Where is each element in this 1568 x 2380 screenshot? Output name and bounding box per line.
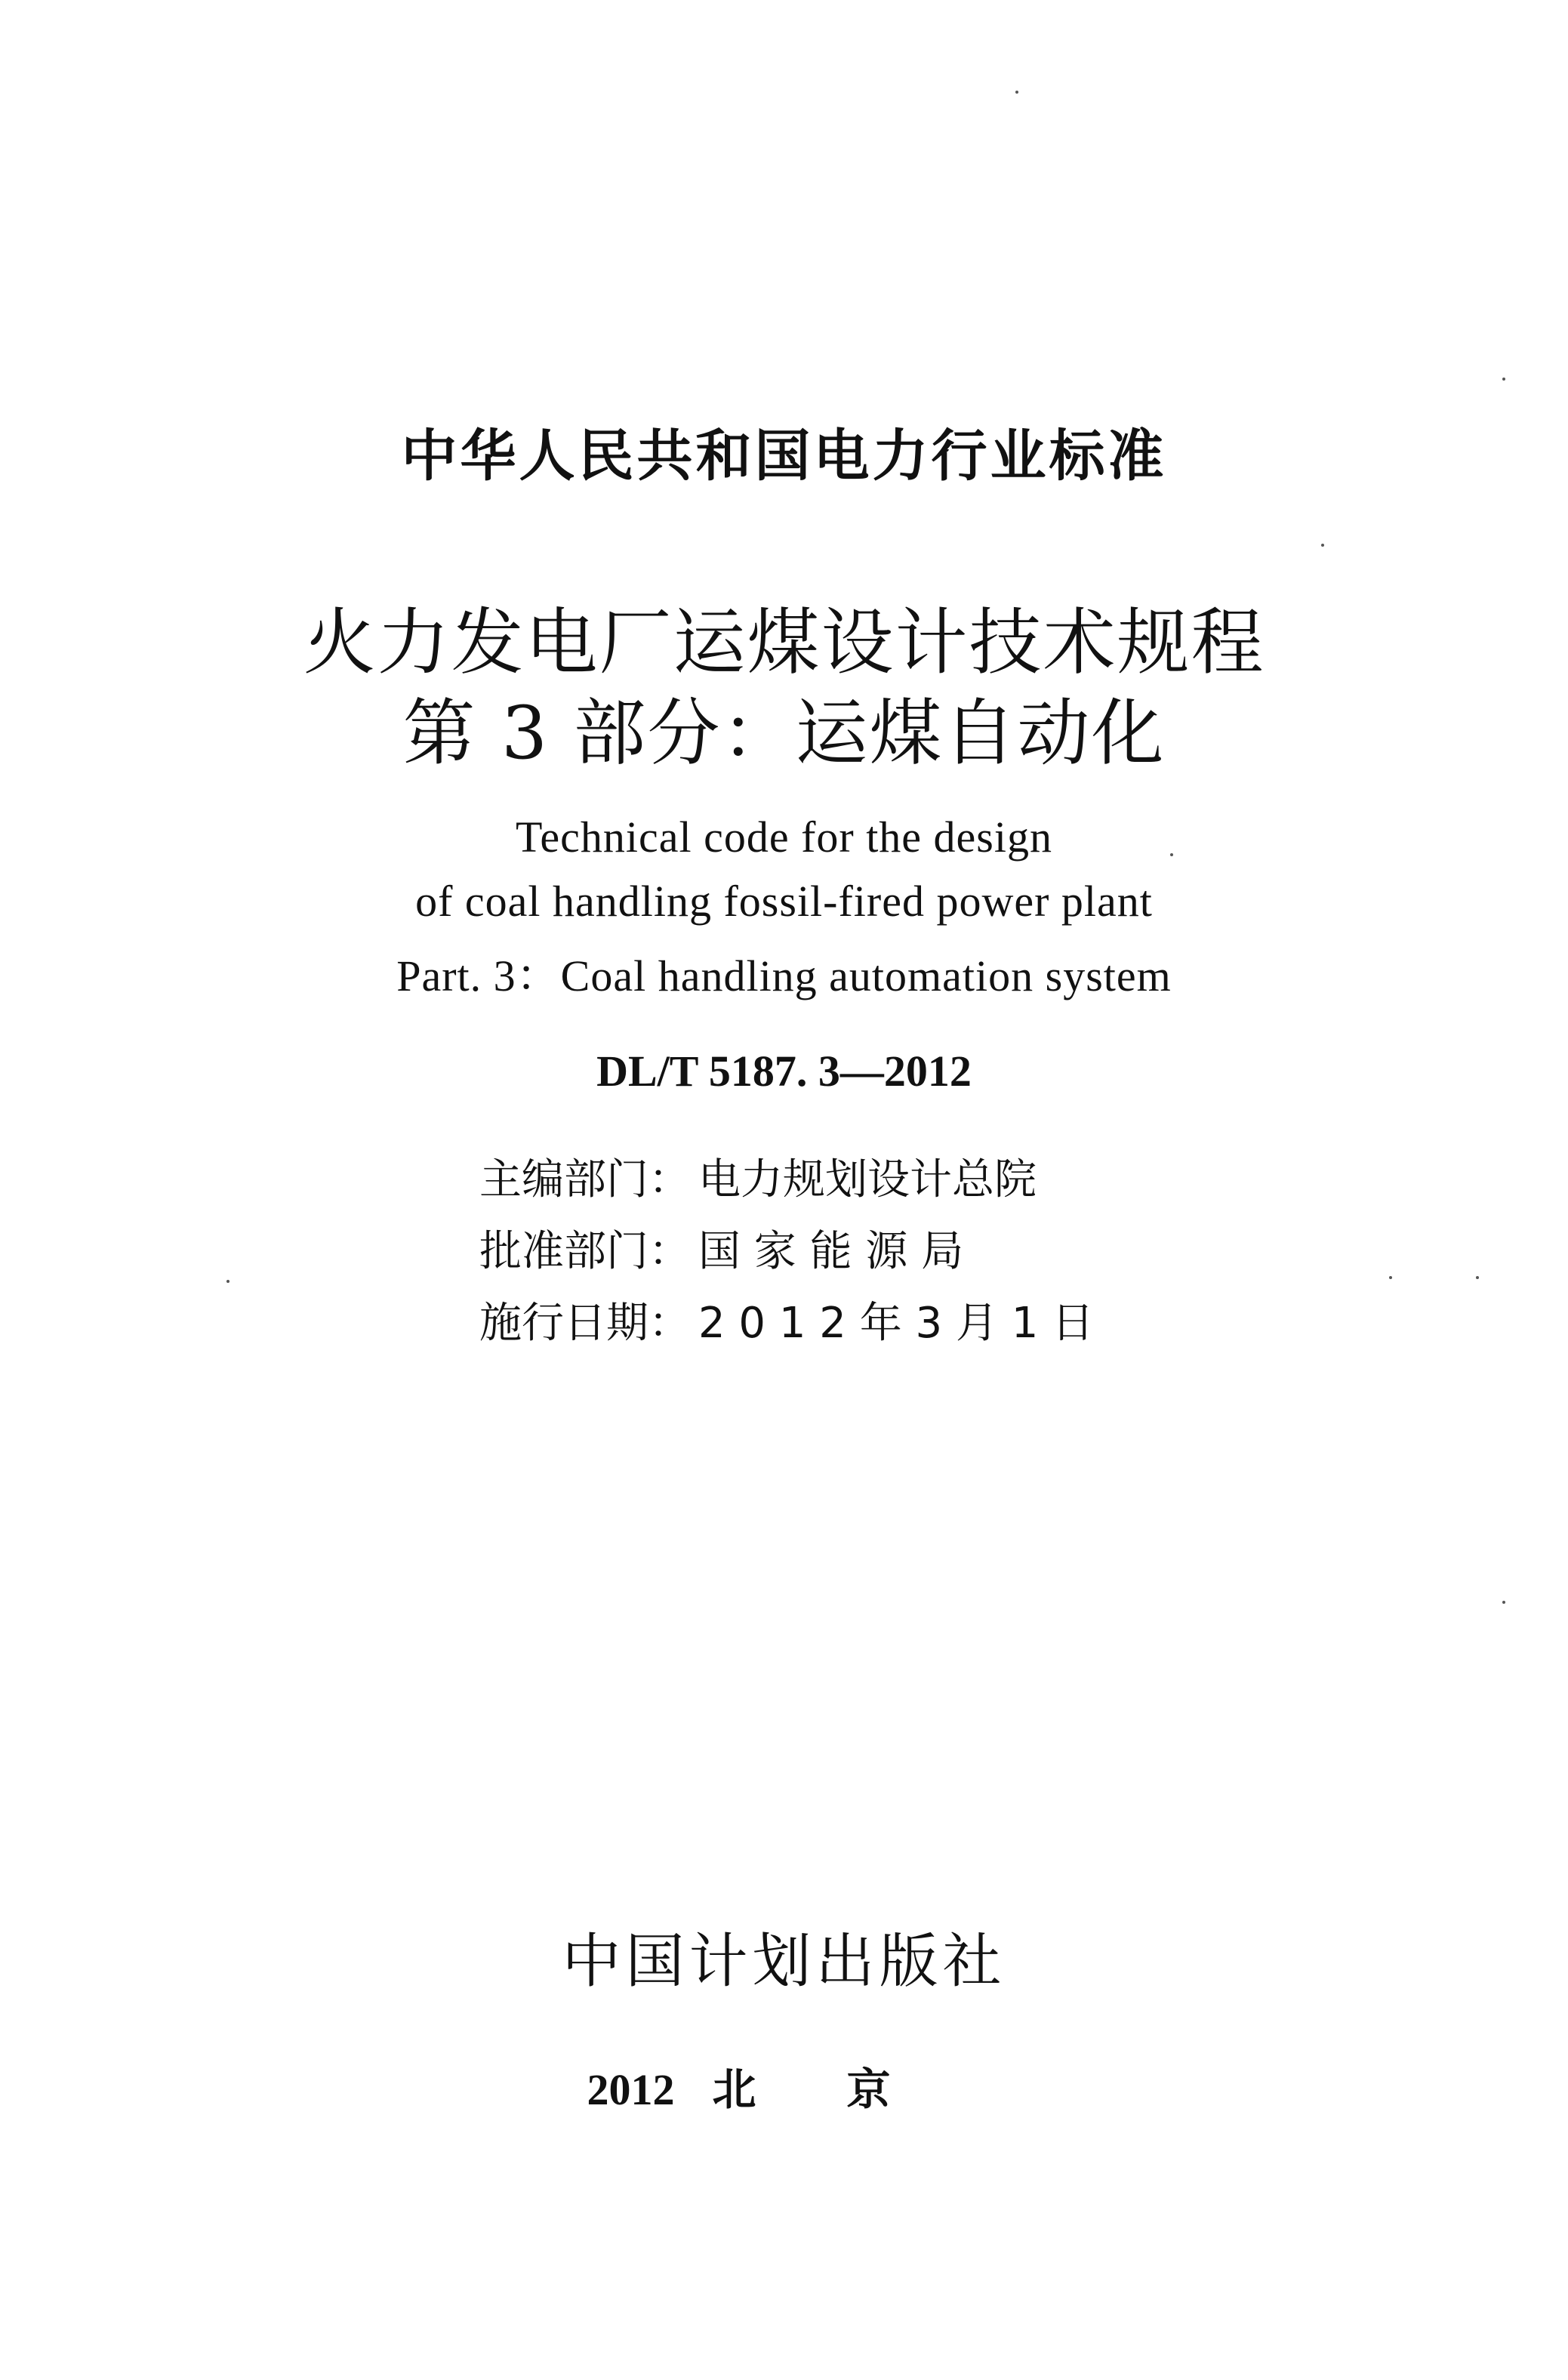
standard-code: DL/T 5187. 3—2012 — [596, 1047, 972, 1096]
chinese-title-line-2: 第 3 部分：运煤自动化 — [402, 691, 1166, 775]
scan-speck — [1015, 91, 1018, 94]
editor-label: 主编部门： — [479, 1155, 691, 1204]
effective-date-row — [479, 1287, 1094, 1359]
scan-speck — [1502, 1601, 1505, 1604]
editor-value: 电力规划设计总院 — [698, 1155, 1037, 1204]
english-title-line-1: Technical code for the design — [516, 812, 1052, 862]
publication-metadata — [479, 1144, 1094, 1359]
approver-label: 批准部门： — [479, 1227, 691, 1276]
approver-value: 国 家 能 源 局 — [698, 1227, 964, 1276]
publisher-name: 中国计划出版社 — [562, 1928, 1006, 1996]
effective-date-value: 2 0 1 2 年 3 月 1 日 — [698, 1299, 1095, 1348]
english-title-line-3: Part. 3：Coal handling automation system — [396, 951, 1172, 1000]
scan-speck — [1389, 1276, 1392, 1279]
publication-year: 2012 — [587, 2065, 675, 2114]
publication-footer — [0, 2054, 1568, 2117]
english-title-line-2: of coal handling fossil-fired power plant — [415, 877, 1153, 926]
scan-speck — [1476, 1276, 1479, 1279]
scan-speck — [1502, 378, 1505, 381]
scan-speck — [1321, 544, 1324, 547]
publication-city: 北京 — [712, 2064, 981, 2115]
editor-row — [479, 1144, 1094, 1216]
standard-type-heading: 中华人民共和国电力行业标准 — [401, 424, 1167, 489]
chinese-title-line-1: 火力发电厂运煤设计技术规程 — [303, 600, 1265, 685]
approver-row — [479, 1216, 1094, 1287]
scan-speck — [226, 1280, 230, 1283]
effective-date-label: 施行日期： — [479, 1299, 691, 1348]
scan-speck — [1170, 853, 1173, 856]
